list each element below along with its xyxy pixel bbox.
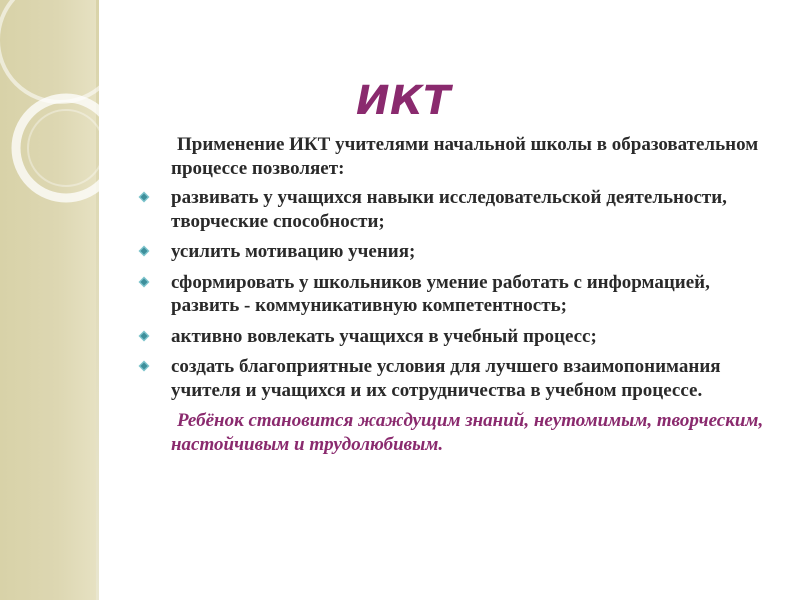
bullet-text: развивать у учащихся навыки исследовательской деятельности, творческие способности; (171, 187, 727, 232)
bullet-text: усилить мотивацию учения; (171, 241, 416, 262)
ring-ornament-icon (0, 0, 140, 260)
bullet-text: активно вовлекать учащихся в учебный процесс; (171, 325, 597, 347)
slide-content (130, 133, 780, 456)
bullet-item (130, 271, 780, 318)
bullet-item (130, 240, 780, 264)
bullet-text: сформировать у школьников умение работать с информацией, развить - коммуникативную компетентность; (171, 271, 710, 316)
conclusion-text: Ребёнок становится жаждущим знаний, неутомимым, творческим, настойчивым и трудолюбивым. (171, 410, 764, 455)
intro-paragraph: Применение ИКТ учителями начальной школы в образовательном процессе позволяет: (171, 134, 759, 179)
bullet-item (130, 325, 780, 349)
bullet-text: создать благоприятные условия для лучшего взаимопонимания учителя и учащихся и их сотрудничества в учебном процессе. (171, 356, 721, 401)
teal-diamond-bullet-icon (138, 245, 150, 257)
bullet-item (130, 186, 780, 233)
slide-title: ИКТ (356, 78, 451, 124)
teal-diamond-bullet-icon (138, 330, 150, 342)
bullet-list (130, 186, 780, 402)
bullet-item (130, 355, 780, 402)
teal-diamond-bullet-icon (138, 191, 150, 203)
teal-diamond-bullet-icon (138, 360, 150, 372)
teal-diamond-bullet-icon (138, 276, 150, 288)
